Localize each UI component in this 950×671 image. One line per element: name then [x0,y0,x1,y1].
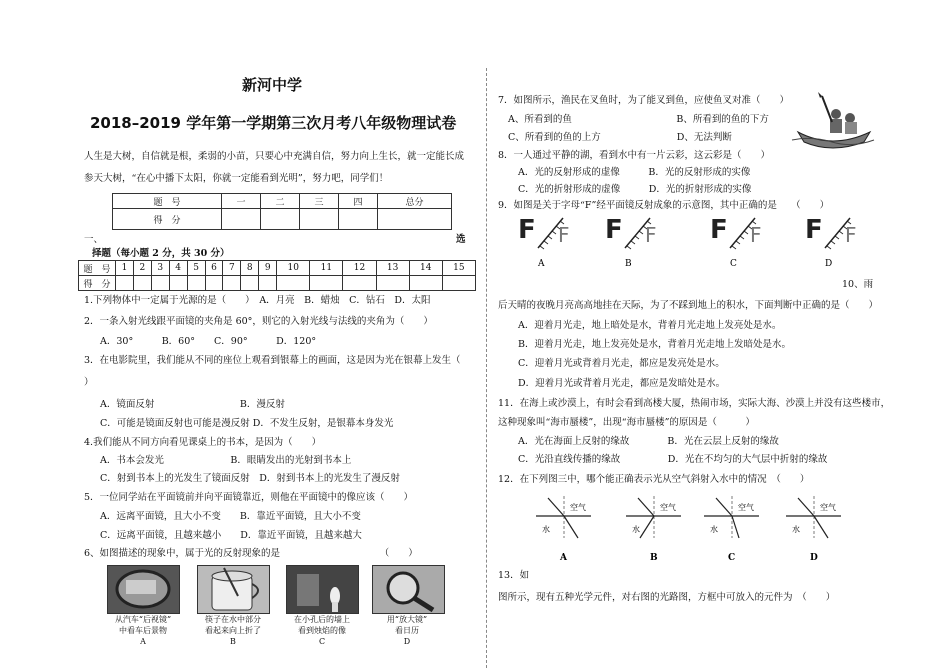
q12-diagram-D [786,496,841,563]
score-cell[interactable] [300,209,339,230]
left-question-line: 5．一位同学站在平面镜前并向平面镜靠近，则他在平面镜中的像应该（ ） [84,492,414,503]
left-question-line: 4.我们能从不同方向看见课桌上的书本，是因为（ ） [84,437,322,448]
q6-caption-line: 看日历 [395,626,419,635]
left-question-line: C．可能是镜面反射也可能是漫反射 D．不发生反射，是银幕本身发光 [100,418,394,429]
left-question-line: A．远离平面镜，且大小不变 B．靠近平面镜，且大小不变 [100,511,361,522]
air-label: 空气 [660,503,676,512]
q12-option-label: A [560,553,567,563]
answer-number: 6 [205,261,223,276]
q9-option-label: C [730,259,737,269]
score-cell[interactable] [377,209,451,230]
letter-f: F [710,215,728,245]
answer-cell[interactable] [116,276,134,291]
q9-diagram-B [605,215,658,269]
score-header: 四 [338,194,377,209]
left-question-line: ） [84,377,94,388]
q6-option-label: D [403,637,411,646]
score-header: 总分 [377,194,451,209]
answer-cell[interactable] [442,276,475,291]
q6-caption-line: 在小孔后的墙上 [294,615,350,624]
answer-cell[interactable] [187,276,205,291]
score-cell[interactable] [338,209,377,230]
right-question-line: 11．在海上或沙漠上，有时会看到高楼大厦，热闹市场，实际大海、沙漠上并没有这些楼市， [498,398,891,409]
right-question-line: 9．如图是关于字母“F”经平面镜反射成象的示意图，其中正确的是 （ ） [498,200,830,211]
answer-number: 9 [259,261,277,276]
q12-diagram-B [626,496,681,563]
left-question-line: 1.下列物体中一定属于光源的是（ ） A．月亮 B．蜡烛 C．钻石 D．太阳 [84,295,431,306]
left-question-line: 6、如图描述的现象中，属于光的反射现象的是 （ ） [84,548,418,559]
air-label: 空气 [738,503,754,512]
answer-number: 14 [409,261,442,276]
water-label: 水 [632,525,640,534]
answer-cell[interactable] [205,276,223,291]
score-cell[interactable] [261,209,300,230]
q6-caption-line: 看起来向上折了 [205,626,261,635]
right-question-line: C．光的折射形成的虚像 D．光的折射形成的实像 [518,184,752,195]
right-question-line: 12．在下列图三中，哪个能正确表示光从空气斜射入水中的情况 （ ） [498,474,810,485]
answer-header-label: 题 号 [79,261,116,276]
q6-caption [368,614,446,647]
q12-diagrams [536,488,836,566]
right-question-line: 7．如图所示，渔民在叉鱼时，为了能叉到鱼，应使鱼叉对准（ ） [498,95,790,106]
q6-caption [104,614,182,647]
answer-number: 5 [187,261,205,276]
score-table [112,193,452,230]
right-question-line: 13．如 [498,570,530,581]
q9-diagram-D [805,215,858,269]
answer-number: 7 [223,261,241,276]
q6-caption-line: 筷子在水中部分 [205,615,261,624]
answer-cell[interactable] [376,276,409,291]
exam-title: 2018–2019 学年第一学期第三次月考八年级物理试卷 [90,114,457,132]
section-subtitle: 择题（每小题 2 分，共 30 分） [92,248,230,259]
answer-row-label: 得 分 [79,276,116,291]
mirror-image: F [645,223,658,247]
answer-cell[interactable] [409,276,442,291]
q12-diagram-C [704,496,759,563]
score-header: 三 [300,194,339,209]
water-label: 水 [792,525,800,534]
right-question-line: D．迎着月光或背着月光走，都应是发暗处是水。 [518,378,726,389]
section-head-right: 选 [456,234,466,245]
left-question-line: C．远离平面镜，且越来越小 D．靠近平面镜，且越来越大 [100,530,362,541]
right-question-line: 这种现象叫“海市蜃楼”，出现“海市蜃楼”的原因是（ ） [498,417,755,428]
q6-caption-line: 看到烛焰的像 [298,626,346,635]
water-label: 水 [542,525,550,534]
q9-diagram-A [518,215,571,269]
score-header: 题 号 [113,194,222,209]
answer-number: 12 [343,261,376,276]
answer-cell[interactable] [259,276,277,291]
answer-number: 1 [116,261,134,276]
mirror-image: F [750,223,763,247]
right-question-line: 10、雨 [842,279,874,290]
left-question-line: 3．在电影院里，我们能从不同的座位上观看到银幕上的画面，这是因为光在银幕上发生（ [84,355,461,366]
water-label: 水 [710,525,718,534]
score-row-label: 得 分 [113,209,222,230]
right-question-line: C、所看到的鱼的上方 D、无法判断 [508,132,732,143]
q6-caption-line: 用“放大镜” [386,615,428,624]
letter-f: F [805,215,823,245]
right-question-line: A．迎着月光走，地上暗处是水，背着月光走地上发亮处是水。 [518,320,782,331]
q9-diagrams [510,208,858,269]
fisherman-figure [792,92,874,150]
answer-number: 11 [310,261,343,276]
answer-number: 8 [241,261,259,276]
q6-caption-line: 从汽车“后视镜” [114,615,172,624]
answer-number: 15 [442,261,475,276]
intro-line-2: 参天大树，“在心中播下太阳，你就一定能看到光明”，努力吧，同学们！ [84,173,389,184]
answer-cell[interactable] [169,276,187,291]
answer-number: 10 [277,261,310,276]
letter-f: F [518,215,536,245]
answer-table [78,260,476,291]
q9-option-label: B [625,259,632,269]
q12-diagram-A [536,496,591,563]
answer-number: 2 [133,261,151,276]
answer-cell[interactable] [277,276,310,291]
air-label: 空气 [570,503,586,512]
letter-f: F [605,215,623,245]
q9-option-label: D [825,259,833,269]
answer-cell[interactable] [343,276,376,291]
cup-photo [197,565,270,614]
score-header: 二 [261,194,300,209]
magnifier-photo [372,565,445,614]
right-question-line: A．光在海面上反射的缘故 B．光在云层上反射的缘故 [518,436,779,447]
answer-cell[interactable] [133,276,151,291]
score-cell[interactable] [222,209,261,230]
q6-option-label: A [140,637,146,646]
right-question-line: C．迎着月光或背着月光走，都应是发亮处是水。 [518,358,725,369]
q12-option-label: C [728,553,736,563]
mirror-image: F [845,223,858,247]
score-header: 一 [222,194,261,209]
right-question-line: 后天晴的夜晚月亮高高地挂在天际，为了不踩到地上的积水，下面判断中正确的是（ ） [498,300,879,311]
right-question-line: A、所看到的鱼 B、所看到的鱼的下方 [508,114,769,125]
q6-option-label: C [318,637,326,646]
right-question-line: 8．一人通过平静的湖，看到水中有一片云彩，这云彩是（ ） [498,150,771,161]
air-label: 空气 [820,503,836,512]
right-question-line: C．光沿直线传播的缘故 D．光在不均匀的大气层中折射的缘故 [518,454,828,465]
answer-number: 13 [376,261,409,276]
q6-caption-line: 中看车后景物 [119,626,167,635]
mirror-image: F [558,223,571,247]
answer-number: 3 [151,261,169,276]
q12-option-label: B [650,553,658,563]
answer-cell[interactable] [241,276,259,291]
left-question-line: 2．一条入射光线跟平面镜的夹角是 60°，则它的入射光线与法线的夹角为（ ） [84,316,433,327]
column-divider [486,68,487,668]
q12-option-label: D [810,553,818,563]
answer-cell[interactable] [151,276,169,291]
left-question-line: A．30° B．60° C．90° D．120° [100,336,317,347]
mirror-photo [107,565,180,614]
school-name: 新河中学 [242,76,303,94]
q9-diagram-C [710,215,763,269]
left-question-line: C．射到书本上的光发生了镜面反射 D．射到书本上的光发生了漫反射 [100,473,400,484]
left-question-line: A．镜面反射 B．漫反射 [100,399,285,410]
q6-option-label: B [230,637,236,646]
section-head-left: 一、 [84,234,104,245]
left-question-line: A．书本会发光 B．眼睛发出的光射到书本上 [100,455,352,466]
answer-cell[interactable] [223,276,241,291]
q9-option-label: A [538,259,545,269]
answer-number: 4 [169,261,187,276]
right-question-line: A．光的反射形成的虚像 B．光的反射形成的实像 [518,167,751,178]
q6-caption [194,614,272,647]
q6-caption [283,614,361,647]
intro-line-1: 人生是大树，自信就是根，柔弱的小苗，只要心中充满自信，努力向上生长，就一定能长成 [84,151,465,162]
right-question-line: 图所示，现有五种光学元件，对右图的光路图，方框中可放入的元件为 （ ） [498,592,836,603]
right-question-line: B．迎着月光走，地上发亮处是水，背着月光走地上发暗处是水。 [518,339,791,350]
pinhole-photo [286,565,359,614]
answer-cell[interactable] [310,276,343,291]
